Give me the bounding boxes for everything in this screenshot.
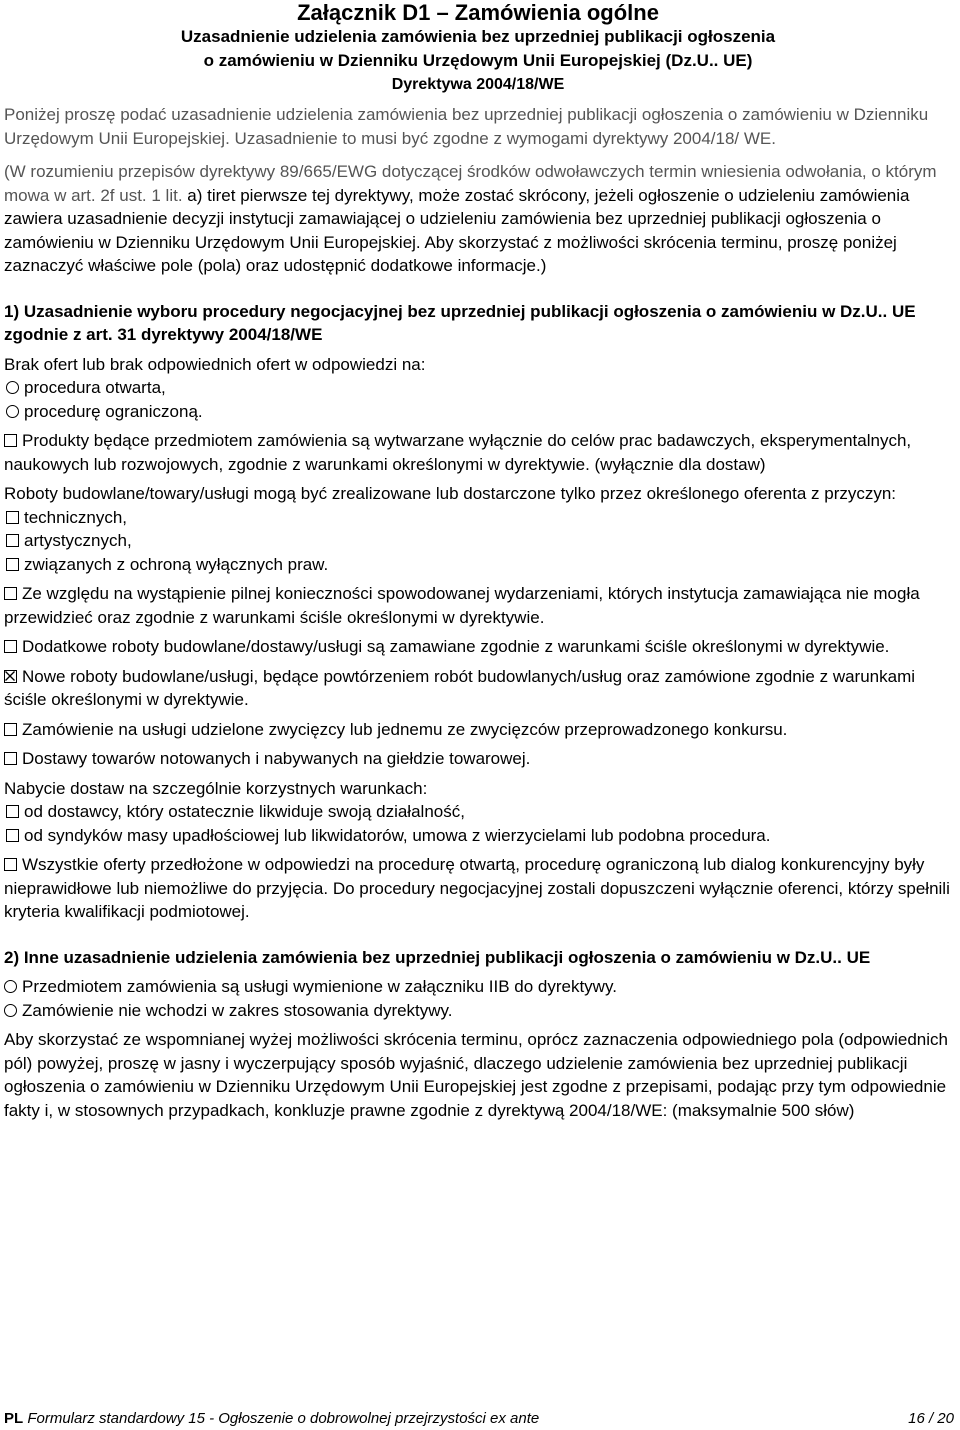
check-x-icon xyxy=(5,671,15,681)
checkbox-label: technicznych, xyxy=(24,507,127,527)
radio-button[interactable] xyxy=(4,980,17,993)
checkbox-label: Produkty będące przedmiotem zamówienia są wytwarzane wyłącznie do celów prac badawczych, eksperymentalnych, naukowych lub rozwojowych, zgodnie z warunkami określonymi w dyrektywie. (wyłącznie dla dostaw) xyxy=(4,431,912,474)
checkbox[interactable] xyxy=(4,752,17,765)
explanation-paragraph: Aby skorzystać ze wspomnianej wyżej możliwości skrócenia terminu, oprócz zaznaczenia odpowiedniego pola (odpowiednich pól) powyżej, proszę w jasny i wyczerpujący sposób wyjaśnić, dlaczego udzielenie zamówienia bez uprzedniej publikacji ogłoszenia o zamówieniu w Dzienniku Urzędowym Unii Europejskiej jest zgodne z przepisami, podając przy tym odpowiednie fakty i, w stosownych przypadkach, konkluzje prawne zgodnie z dyrektywą 2004/18/WE: (maksymalnie 500 słów) xyxy=(4,1030,948,1120)
checkbox[interactable] xyxy=(6,805,19,818)
checkbox-urgency[interactable] xyxy=(4,582,952,629)
checkbox-label: Dostawy towarów notowanych i nabywanych na giełdzie towarowej. xyxy=(22,749,531,768)
checkbox-exclusive-rights[interactable] xyxy=(4,553,952,577)
checkbox[interactable] xyxy=(4,434,17,447)
checkbox-label: Wszystkie oferty przedłożone w odpowiedzi na procedurę otwartą, procedurę ograniczoną lub dialog konkurencyjny były nieprawidłowe lub niemożliwe do przyjęcia. Do procedury negocjacyjnej zostali dopuszczeni wyłącznie oferenci, którzy spełnili kryteria kwalifikacji podmiotowej. xyxy=(4,855,950,921)
checked-checkbox[interactable] xyxy=(4,670,17,683)
intro-text-a: Poniżej proszę podać uzasadnienie udzielenia zamówienia bez uprzedniej publikacji ogłoszenia o zamówieniu w Dzienniku Urzędowym Unii Europejskiej. xyxy=(4,105,929,148)
checkbox-insolvency[interactable] xyxy=(4,824,952,848)
intro-paragraph xyxy=(4,103,952,150)
checkbox-commodity[interactable] xyxy=(4,747,952,771)
checkbox[interactable] xyxy=(6,558,19,571)
option-restricted-procedure[interactable] xyxy=(4,400,952,424)
checkbox-label: od dostawcy, który ostatecznie likwiduje swoją działalność, xyxy=(24,802,465,821)
page-footer xyxy=(4,1408,956,1430)
checkbox-contest[interactable] xyxy=(4,718,952,742)
option-label: procedura otwarta, xyxy=(24,378,166,397)
checkbox-liquidating-supplier[interactable] xyxy=(4,800,952,824)
checkbox-artistic[interactable] xyxy=(4,529,952,553)
checkbox[interactable] xyxy=(6,829,19,842)
option-outside-scope[interactable] xyxy=(4,999,952,1023)
page-number: 16 / 20 xyxy=(908,1410,954,1427)
radio-button[interactable] xyxy=(6,381,19,394)
intro-text-b: Uzasadnienie to musi być zgodne z wymogami dyrektywy 2004/18/ WE. xyxy=(234,128,776,148)
option-open-procedure[interactable] xyxy=(4,376,952,400)
checkbox-label: Ze względu na wystąpienie pilnej konieczności spowodowanej wydarzeniami, których instytucja zamawiająca nie mogła przewidzieć oraz zgodnie z warunkami ściśle określonymi w dyrektywie. xyxy=(4,584,920,627)
option-label: procedurę ograniczoną. xyxy=(24,401,203,421)
checkbox[interactable] xyxy=(4,640,17,653)
option-label: Przedmiotem zamówienia są usługi wymienione w załączniku IIB do dyrektywy. xyxy=(22,977,617,996)
checkbox-label: związanych z ochroną wyłącznych praw. xyxy=(24,554,329,574)
advantageous-label: Nabycie dostaw na szczególnie korzystnych warunkach: xyxy=(4,778,428,798)
checkbox[interactable] xyxy=(6,534,19,547)
checkbox[interactable] xyxy=(4,858,17,871)
remedies-paragraph xyxy=(4,160,952,278)
no-offers-label: Brak ofert lub brak odpowiednich ofert w odpowiedzi na: xyxy=(4,354,426,374)
checkbox-irregular-offers[interactable] xyxy=(4,853,952,924)
single-supplier-label: Roboty budowlane/towary/usługi mogą być zrealizowane lub dostarczone tylko przez określonego oferenta z przyczyn: xyxy=(4,484,897,503)
checkbox-label: Dodatkowe roboty budowlane/dostawy/usługi są zamawiane zgodnie z warunkami ściśle określonymi w dyrektywie. xyxy=(22,637,890,656)
radio-button[interactable] xyxy=(4,1004,17,1017)
checkbox-additional-works[interactable] xyxy=(4,635,952,659)
checkbox-label: Zamówienie na usługi udzielone zwycięzcy lub jednemu ze zwycięzców przeprowadzonego konkursu. xyxy=(22,719,788,739)
annex-subtitle-line-1: Uzasadnienie udzielenia zamówienia bez uprzedniej publikacji ogłoszenia xyxy=(180,27,776,46)
checkbox[interactable] xyxy=(4,587,17,600)
form-name: Formularz standardowy 15 - Ogłoszenie o dobrowolnej przejrzystości ex ante xyxy=(27,1410,540,1427)
checkbox-label: artystycznych, xyxy=(24,531,132,550)
checkbox[interactable] xyxy=(6,511,19,524)
section-1-heading: 1) Uzasadnienie wyboru procedury negocjacyjnej bez uprzedniej publikacji ogłoszenia o zamówieniu w Dz.U.. UE zgodnie z art. 31 dyrektywy 2004/18/WE xyxy=(4,301,916,344)
section-2-heading: 2) Inne uzasadnienie udzielenia zamówienia bez uprzedniej publikacji ogłoszenia o zamówieniu w Dz.U.. UE xyxy=(4,947,871,967)
remedies-text-b: a) tiret pierwsze tej dyrektywy, może zostać skrócony, jeżeli ogłoszenie o udzieleniu zamówienia zawiera uzasadnienie decyzji instytucji zamawiającej o udzieleniu zamówienia bez uprzedniej publikacji ogłoszenia o zamówieniu w Dzienniku Urzędowym Unii Europejskiej. Aby skorzystać z możliwości skrócenia terminu, proszę poniżej zaznaczyć właściwe pole (pola) oraz udostępnić dodatkowe informacje.) xyxy=(4,185,910,275)
checkbox-label: od syndyków masy upadłościowej lub likwidatorów, umowa z wierzycielami lub podobna procedura. xyxy=(24,825,771,845)
option-annex-iib[interactable] xyxy=(4,975,952,999)
option-label: Zamówienie nie wchodzi w zakres stosowania dyrektywy. xyxy=(22,1000,453,1020)
annex-subtitle-line-2: o zamówieniu w Dzienniku Urzędowym Unii Europejskiej (Dz.U.. UE) xyxy=(203,51,753,70)
annex-title: Załącznik D1 – Zamówienia ogólne xyxy=(297,0,659,25)
checkbox-label: Nowe roboty budowlane/usługi, będące powtórzeniem robót budowlanych/usług oraz zamówione zgodnie z warunkami ściśle określonymi w dyrektywie. xyxy=(4,666,916,709)
checkbox[interactable] xyxy=(4,723,17,736)
directive-label: Dyrektywa 2004/18/WE xyxy=(391,76,565,93)
language-code: PL xyxy=(4,1410,24,1427)
radio-button[interactable] xyxy=(6,405,19,418)
document-page xyxy=(4,0,952,1122)
checkbox-technical[interactable] xyxy=(4,506,952,530)
document-header xyxy=(4,0,952,97)
remedies-text-a: (W rozumieniu przepisów dyrektywy 89/665/EWG dotyczącej środków odwoławczych termin wniesienia odwołania, o którym mowa w art. 2f ust. 1 lit. xyxy=(4,162,937,205)
checkbox-repetition-works[interactable] xyxy=(4,665,952,712)
checkbox-research[interactable] xyxy=(4,429,952,476)
